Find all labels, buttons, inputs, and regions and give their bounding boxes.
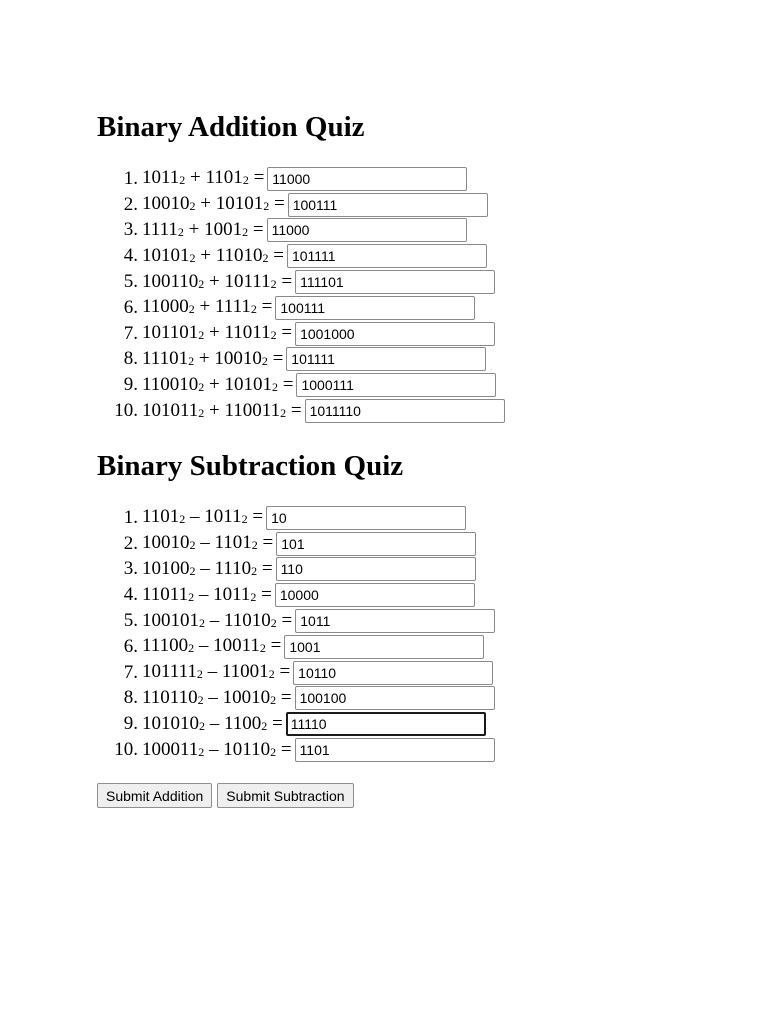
question-number: 10. (114, 739, 138, 761)
operand-b: 10101 (215, 193, 264, 215)
operand-b: 11001 (221, 661, 269, 683)
addition-question-list (97, 166, 505, 424)
question-number: 7. (123, 661, 138, 683)
operand-b: 1011 (213, 583, 251, 605)
question-number: 2. (123, 532, 138, 554)
addition-question-2 (97, 192, 505, 218)
operand-b: 10010 (222, 686, 271, 708)
equals-sign: = (279, 661, 291, 683)
subtraction-answer-input-1[interactable] (266, 506, 466, 530)
question-expression (142, 713, 286, 736)
subtraction-answer-input-7[interactable] (293, 661, 493, 685)
base-subscript: 2 (196, 667, 203, 682)
base-subscript: 2 (268, 667, 275, 682)
question-expression (142, 296, 275, 319)
addition-question-4 (97, 243, 505, 269)
base-subscript: 2 (261, 718, 268, 733)
operand-a: 100110 (142, 270, 199, 292)
operator: – (209, 738, 219, 760)
equals-sign: = (290, 399, 302, 421)
question-expression (142, 584, 275, 607)
subtraction-question-4 (97, 582, 495, 608)
subtraction-answer-input-6[interactable] (284, 635, 484, 659)
subtraction-answer-input-2[interactable] (276, 532, 476, 556)
base-subscript: 2 (189, 538, 196, 553)
base-subscript: 2 (242, 173, 249, 188)
question-expression (142, 193, 288, 216)
operand-b: 10011 (213, 635, 260, 657)
question-expression (142, 635, 284, 658)
base-subscript: 2 (242, 224, 249, 239)
base-subscript: 2 (188, 302, 195, 317)
addition-answer-input-1[interactable] (267, 167, 467, 191)
operand-b: 1101 (205, 167, 243, 189)
base-subscript: 2 (270, 692, 277, 707)
question-number: 4. (123, 245, 138, 267)
subtraction-question-8 (97, 686, 495, 712)
base-subscript: 2 (270, 276, 277, 291)
operator: + (199, 296, 211, 318)
base-subscript: 2 (198, 379, 205, 394)
equals-sign: = (272, 347, 284, 369)
operator: – (190, 506, 200, 528)
subtraction-answer-input-10[interactable] (295, 738, 495, 762)
base-subscript: 2 (177, 224, 184, 239)
subtraction-question-1 (97, 505, 495, 531)
base-subscript: 2 (198, 328, 205, 343)
question-number: 5. (123, 610, 138, 632)
addition-answer-input-2[interactable] (288, 193, 488, 217)
question-number: 8. (123, 348, 138, 370)
operand-a: 10010 (142, 193, 190, 215)
equals-sign: = (261, 557, 273, 579)
operand-a: 101101 (142, 322, 199, 344)
addition-answer-input-4[interactable] (287, 244, 487, 268)
question-number: 10. (114, 400, 138, 422)
operand-b: 1101 (214, 532, 252, 554)
base-subscript: 2 (198, 744, 205, 759)
addition-question-1 (97, 166, 505, 192)
equals-sign: = (281, 322, 293, 344)
question-number: 1. (123, 506, 138, 528)
addition-question-9 (97, 372, 505, 398)
question-expression (142, 245, 287, 268)
submit-subtraction-button[interactable]: Submit Subtraction (217, 783, 353, 808)
operand-a: 1101 (142, 506, 180, 528)
question-expression (142, 167, 267, 190)
operator: – (209, 609, 220, 631)
operator: – (198, 583, 209, 605)
operand-b: 11010 (224, 609, 271, 631)
equals-sign: = (280, 686, 292, 708)
operator: – (208, 686, 218, 708)
equals-sign: = (273, 193, 285, 215)
operand-b: 11011 (224, 322, 271, 344)
equals-sign: = (261, 583, 272, 605)
addition-question-8 (97, 347, 505, 373)
base-subscript: 2 (263, 199, 270, 214)
question-expression (142, 374, 296, 397)
question-number: 6. (123, 296, 138, 318)
operand-a: 10010 (142, 532, 190, 554)
operand-a: 100101 (142, 609, 199, 631)
subtraction-answer-input-5[interactable] (295, 609, 495, 633)
base-subscript: 2 (280, 405, 287, 420)
operator: + (200, 244, 211, 266)
base-subscript: 2 (250, 589, 257, 604)
base-subscript: 2 (198, 405, 205, 420)
equals-sign: = (281, 270, 293, 292)
question-number: 9. (123, 374, 138, 396)
operand-b: 1110 (214, 557, 252, 579)
addition-answer-input-5[interactable] (295, 270, 495, 294)
base-subscript: 2 (261, 353, 268, 368)
question-number: 8. (123, 687, 138, 709)
base-subscript: 2 (189, 563, 196, 578)
operator: + (209, 399, 220, 421)
addition-question-10 (97, 398, 505, 424)
operand-a: 11011 (142, 583, 189, 605)
operator: + (209, 373, 220, 395)
operand-a: 101011 (142, 399, 199, 421)
base-subscript: 2 (179, 512, 186, 527)
addition-answer-input-10[interactable] (305, 399, 505, 423)
equals-sign: = (261, 296, 273, 318)
addition-answer-input-3[interactable] (267, 218, 467, 242)
operator: – (207, 661, 218, 683)
operand-a: 101111 (142, 661, 197, 683)
operand-b: 10110 (223, 738, 271, 760)
equals-sign: = (253, 167, 265, 189)
question-number: 2. (123, 193, 138, 215)
operand-b: 1001 (204, 218, 243, 240)
submit-addition-button[interactable]: Submit Addition (97, 783, 212, 808)
subtraction-question-3 (97, 557, 495, 583)
base-subscript: 2 (262, 250, 269, 265)
base-subscript: 2 (251, 563, 258, 578)
operand-b: 10101 (224, 373, 273, 395)
operand-a: 1011 (142, 167, 180, 189)
base-subscript: 2 (251, 538, 258, 553)
addition-answer-input-6[interactable] (275, 296, 475, 320)
equals-sign: = (280, 738, 292, 760)
base-subscript: 2 (241, 512, 248, 527)
question-expression (142, 610, 295, 633)
addition-quiz-title: Binary Addition Quiz (97, 111, 365, 143)
question-expression (142, 348, 286, 371)
base-subscript: 2 (189, 250, 196, 265)
operand-a: 11100 (142, 635, 189, 657)
subtraction-question-list (97, 505, 495, 763)
base-subscript: 2 (188, 353, 195, 368)
addition-question-7 (97, 321, 505, 347)
operator: + (190, 167, 201, 189)
base-subscript: 2 (250, 302, 257, 317)
question-number: 3. (123, 558, 138, 580)
subtraction-answer-input-4[interactable] (275, 583, 475, 607)
operand-a: 1111 (142, 218, 178, 240)
base-subscript: 2 (199, 718, 205, 733)
question-expression (142, 739, 295, 762)
question-number: 3. (123, 219, 138, 241)
subtraction-answer-input-9[interactable] (286, 712, 486, 736)
operator: – (200, 532, 210, 554)
operand-a: 11101 (142, 347, 189, 369)
question-expression (142, 271, 295, 294)
equals-sign: = (252, 506, 264, 528)
operand-b: 10010 (214, 347, 262, 369)
equals-sign: = (282, 373, 294, 395)
addition-question-3 (97, 218, 505, 244)
subtraction-answer-input-8[interactable] (295, 686, 495, 710)
operand-a: 110010 (142, 373, 199, 395)
question-number: 5. (123, 271, 138, 293)
operand-b: 11010 (215, 244, 263, 266)
base-subscript: 2 (270, 615, 277, 630)
question-number: 1. (123, 167, 138, 189)
base-subscript: 2 (189, 199, 196, 214)
addition-answer-input-7[interactable] (295, 322, 495, 346)
operator: – (198, 635, 209, 657)
operand-a: 10100 (142, 557, 190, 579)
operand-b: 1100 (224, 712, 262, 734)
equals-sign: = (281, 609, 293, 631)
base-subscript: 2 (188, 641, 195, 656)
question-expression (142, 661, 293, 684)
question-expression (142, 219, 267, 242)
equals-sign: = (270, 635, 282, 657)
operator: + (198, 347, 210, 369)
operand-a: 110110 (142, 686, 198, 708)
base-subscript: 2 (270, 328, 277, 343)
operator: + (209, 322, 220, 344)
equals-sign: = (262, 532, 274, 554)
operand-b: 110011 (224, 399, 281, 421)
addition-answer-input-9[interactable] (296, 373, 496, 397)
operand-b: 10111 (224, 270, 271, 292)
question-expression (142, 400, 305, 423)
operand-a: 11000 (142, 296, 189, 318)
base-subscript: 2 (179, 173, 186, 188)
operator: + (209, 270, 220, 292)
question-number: 7. (123, 322, 138, 344)
addition-question-6 (97, 295, 505, 321)
base-subscript: 2 (272, 379, 279, 394)
operator: + (200, 193, 211, 215)
question-expression (142, 322, 295, 345)
subtraction-quiz-title: Binary Subtraction Quiz (97, 450, 404, 482)
subtraction-question-6 (97, 634, 495, 660)
subtraction-answer-input-3[interactable] (276, 557, 476, 581)
addition-question-5 (97, 269, 505, 295)
base-subscript: 2 (259, 641, 266, 656)
equals-sign: = (252, 218, 264, 240)
operand-a: 101010 (142, 712, 199, 734)
subtraction-question-7 (97, 660, 495, 686)
operator: + (188, 218, 200, 240)
question-number: 6. (123, 635, 138, 657)
operand-b: 1011 (204, 506, 242, 528)
question-expression (142, 558, 276, 581)
question-number: 4. (123, 584, 138, 606)
question-expression (142, 506, 266, 529)
base-subscript: 2 (270, 744, 277, 759)
subtraction-question-2 (97, 531, 495, 557)
operator: – (200, 557, 210, 579)
base-subscript: 2 (198, 276, 205, 291)
operand-a: 10101 (142, 244, 190, 266)
subtraction-question-5 (97, 608, 495, 634)
operand-a: 100011 (142, 738, 199, 760)
subtraction-question-9 (97, 711, 495, 737)
addition-answer-input-8[interactable] (286, 347, 486, 371)
base-subscript: 2 (188, 589, 195, 604)
equals-sign: = (273, 244, 284, 266)
question-number: 9. (123, 713, 138, 735)
operand-b: 1111 (215, 296, 251, 318)
question-expression (142, 687, 295, 710)
equals-sign: = (272, 712, 283, 734)
submit-button-row (97, 783, 354, 808)
operator: – (209, 712, 220, 734)
question-expression (142, 532, 276, 555)
subtraction-question-10 (97, 737, 495, 763)
base-subscript: 2 (197, 692, 204, 707)
base-subscript: 2 (199, 615, 205, 630)
